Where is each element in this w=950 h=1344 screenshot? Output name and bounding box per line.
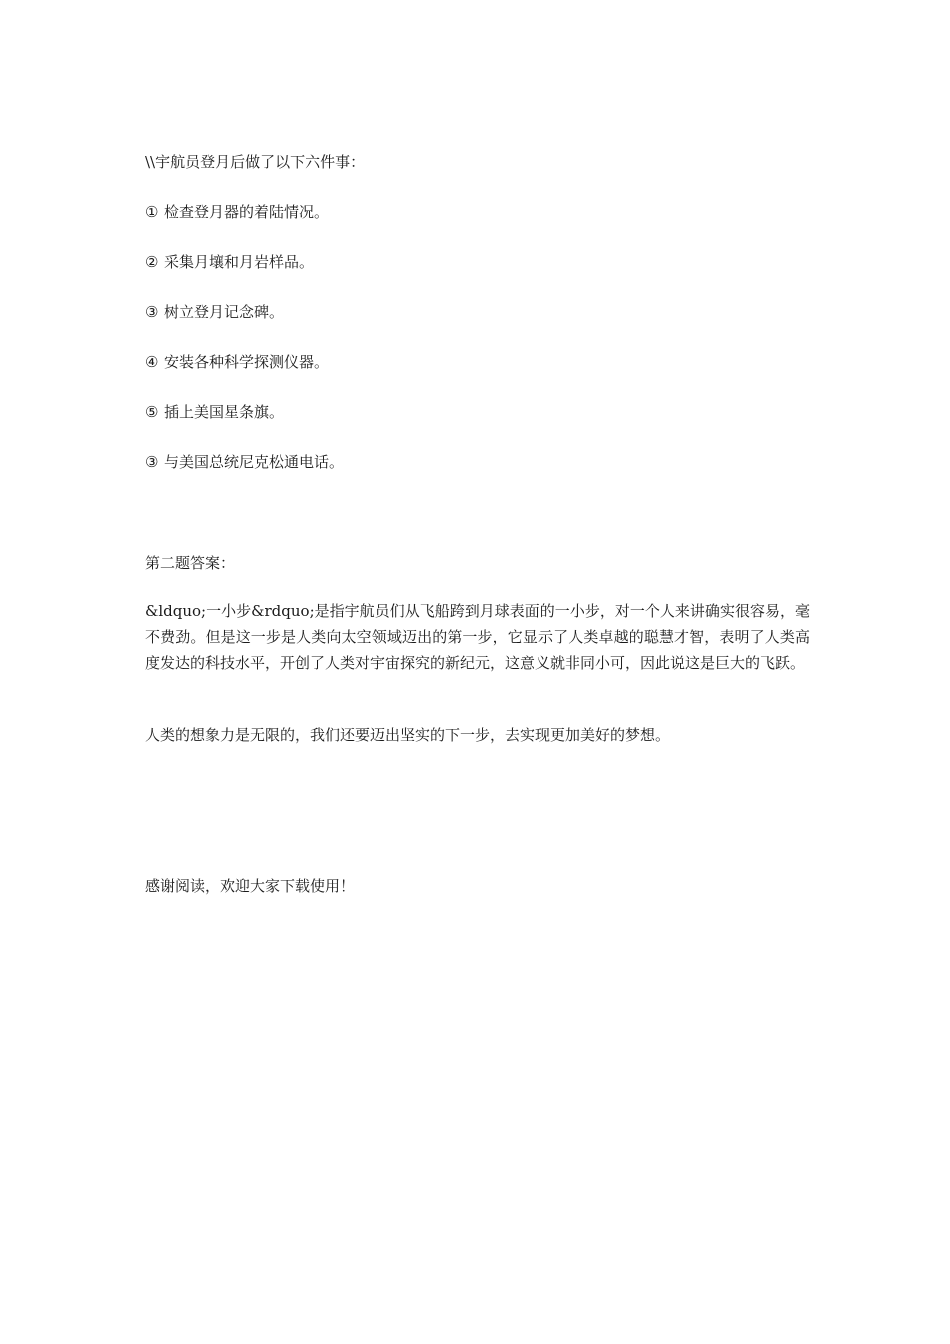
answer-heading: 第二题答案： <box>145 554 236 572</box>
list-item-text: 树立登月记念碑。 <box>164 303 285 321</box>
list-item <box>145 301 284 323</box>
list-item-text: 检查登月器的着陆情况。 <box>164 203 330 221</box>
footer-text: 感谢阅读，欢迎大家下载使用！ <box>145 877 356 895</box>
list-marker: ③ <box>145 453 159 471</box>
list-item-text: 采集月壤和月岩样品。 <box>164 253 315 271</box>
list-marker: ① <box>145 203 159 221</box>
list-item <box>145 201 329 223</box>
list-item-text: 与美国总统尼克松通电话。 <box>164 453 345 471</box>
list-item <box>145 251 314 273</box>
list-marker: ③ <box>145 303 159 321</box>
list-item-text: 安装各种科学探测仪器。 <box>164 353 330 371</box>
list-marker: ④ <box>145 353 159 371</box>
answer-paragraph: &ldquo;一小步&rdquo;是指宇航员们从飞船跨到月球表面的一小步，对一个人来讲确实很容易，毫不费劲。但是这一步是人类向太空领域迈出的第一步，它显示了人类卓越的聪慧才智，表明了人类高度发达的科技水平，开创了人类对宇宙探究的新纪元，这意义就非同小可，因此说这是巨大的飞跃。 <box>145 602 810 672</box>
list-item <box>145 351 329 373</box>
intro-line: \\宇航员登月后做了以下六件事： <box>145 153 366 171</box>
list-item <box>145 401 284 423</box>
list-item-text: 插上美国星条旗。 <box>164 403 285 421</box>
list-item <box>145 451 344 473</box>
closing-paragraph: 人类的想象力是无限的，我们还要迈出坚实的下一步，去实现更加美好的梦想。 <box>145 726 671 744</box>
list-marker: ⑤ <box>145 403 159 421</box>
list-marker: ② <box>145 253 159 271</box>
